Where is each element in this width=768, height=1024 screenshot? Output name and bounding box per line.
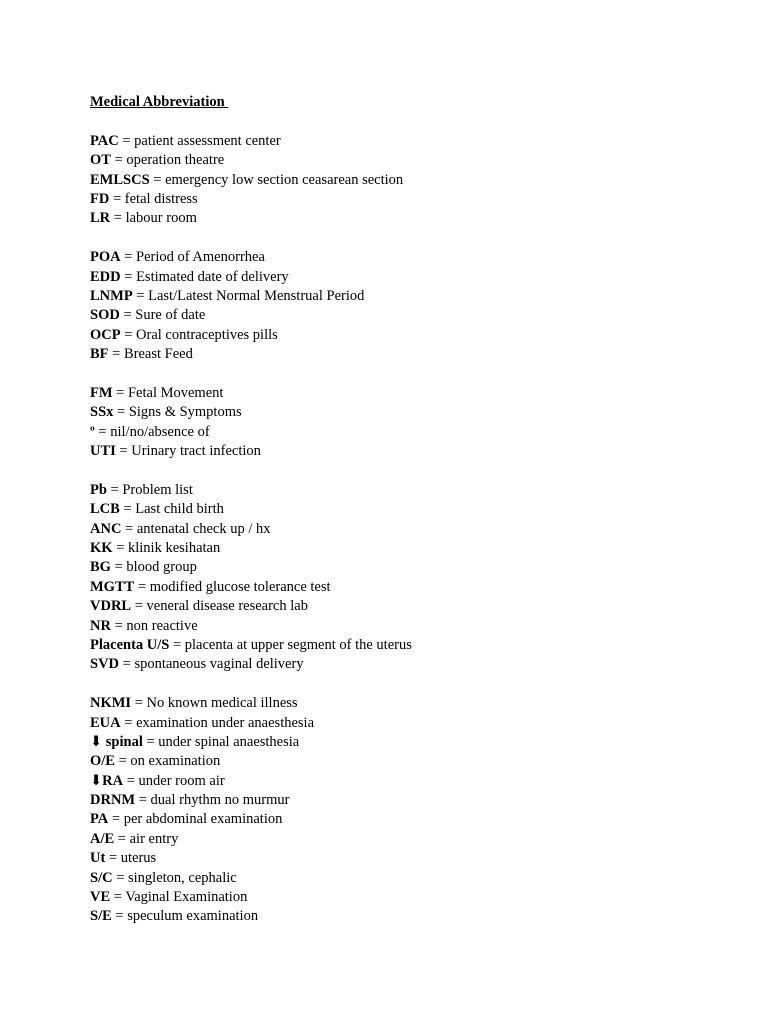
abbreviation-entry [90,500,730,519]
abbreviation-term: VE [90,889,111,906]
equals-separator: = [110,617,127,634]
equals-separator: = [94,423,111,440]
abbreviation-definition: Oral contraceptives pills [136,326,278,343]
abbreviation-entry [90,306,730,325]
abbreviation-entry [90,481,730,500]
abbreviation-entry [90,326,730,345]
abbreviation-term: EDD [90,268,121,285]
abbreviation-definition: operation theatre [126,152,225,169]
abbreviation-entry [90,869,730,888]
equals-separator: = [118,132,135,149]
abbreviation-term: º [90,423,95,440]
abbreviation-definition: Signs & Symptoms [128,404,242,421]
abbreviation-definition: veneral disease research lab [146,598,308,615]
equals-separator: = [112,539,128,556]
equals-separator: = [115,443,132,460]
abbreviation-definition: dual rhythm no murmur [150,792,290,809]
abbreviation-entry [90,132,730,151]
equals-separator: = [142,733,159,750]
abbreviation-term: EUA [90,714,121,731]
equals-separator: = [113,404,129,421]
abbreviation-term: NKMI [90,695,132,712]
abbreviation-entry [90,384,730,403]
equals-separator: = [106,481,123,498]
document-title: Medical Abbreviation [90,94,229,110]
abbreviation-definition: air entry [129,830,179,847]
abbreviation-term: ⬇RA [90,772,124,789]
abbreviation-term: LNMP [90,287,133,304]
equals-separator: = [131,598,147,615]
equals-separator: = [134,578,150,595]
abbreviation-entry [90,752,730,771]
abbreviation-definition: Last child birth [135,501,224,518]
abbreviation-entry [90,558,730,577]
abbreviation-entry [90,520,730,539]
equals-separator: = [149,171,166,188]
abbreviation-entry [90,617,730,636]
abbreviation-term: S/C [90,869,113,886]
abbreviation-definition: Sure of date [135,307,206,324]
equals-separator: = [105,850,121,867]
equals-separator: = [119,656,135,673]
abbreviation-entry [90,190,730,209]
abbreviation-term: SVD [90,656,120,673]
abbreviation-term: DRNM [90,792,136,809]
abbreviation-entry [90,442,730,461]
abbreviation-definition: Breast Feed [123,346,193,363]
abbreviation-term: ANC [90,520,122,537]
abbreviation-entry [90,423,730,442]
equals-separator: = [120,714,137,731]
abbreviation-term: NR [90,617,111,634]
abbreviation-group [90,384,730,462]
abbreviation-definition: per abdominal examination [123,811,283,828]
abbreviation-definition: examination under anaesthesia [136,714,315,731]
abbreviation-group [90,481,730,675]
abbreviation-entry [90,830,730,849]
equals-separator: = [108,811,124,828]
abbreviation-entry [90,772,730,791]
abbreviation-group [90,248,730,364]
abbreviation-term: A/E [90,830,115,847]
abbreviation-entry [90,287,730,306]
abbreviation-definition: nil/no/absence of [110,423,210,440]
abbreviation-term: UTI [90,443,116,460]
abbreviation-term: BG [90,559,111,576]
abbreviation-entry [90,268,730,287]
abbreviation-term: KK [90,539,113,556]
equals-separator: = [114,753,131,770]
abbreviation-entry [90,597,730,616]
abbreviation-entry [90,345,730,364]
abbreviation-definition: Last/Latest Normal Menstrual Period [148,287,365,304]
abbreviation-definition: klinik kesihatan [128,539,221,556]
abbreviation-entry [90,578,730,597]
abbreviation-entry [90,171,730,190]
abbreviation-term: SOD [90,307,120,324]
abbreviation-term: PAC [90,132,119,149]
abbreviation-term: BF [90,346,109,363]
abbreviation-term: Placenta U/S [90,636,170,653]
abbreviation-definition: under room air [138,772,225,789]
abbreviation-definition: Vaginal Examination [125,889,248,906]
abbreviation-entry [90,733,730,752]
abbreviation-definition: non reactive [126,617,198,634]
equals-separator: = [111,908,128,925]
equals-separator: = [120,249,137,266]
equals-separator: = [169,636,185,653]
equals-separator: = [119,501,136,518]
abbreviation-entry [90,151,730,170]
document-page [90,93,730,927]
equals-separator: = [119,307,136,324]
equals-separator: = [110,889,126,906]
abbreviation-term: ⬇ spinal [90,733,143,750]
equals-separator: = [110,559,127,576]
blank-line [90,112,730,131]
abbreviation-definition: labour room [125,210,197,227]
equals-separator: = [135,792,151,809]
abbreviation-entry [90,810,730,829]
abbreviation-term: OT [90,152,111,169]
equals-separator: = [121,520,137,537]
abbreviation-definition: fetal distress [124,190,198,207]
abbreviation-definition: placenta at upper segment of the uterus [184,636,412,653]
equals-separator: = [114,830,130,847]
abbreviation-definition: antenatal check up / hx [136,520,271,537]
abbreviation-group [90,694,730,927]
abbreviation-term: S/E [90,908,112,925]
blank-line [90,229,730,248]
abbreviation-definition: Fetal Movement [127,384,224,401]
equals-separator: = [112,384,128,401]
abbreviation-term: Pb [90,481,107,498]
abbreviation-entry [90,791,730,810]
abbreviation-term: MGTT [90,578,135,595]
abbreviation-definition: uterus [120,850,157,867]
abbreviation-definition: Period of Amenorrhea [136,249,265,266]
abbreviation-definition: Problem list [122,481,193,498]
abbreviation-term: LCB [90,501,120,518]
equals-separator: = [109,190,125,207]
abbreviation-term: VDRL [90,598,132,615]
equals-separator: = [132,287,149,304]
abbreviation-entry [90,636,730,655]
abbreviation-term: EMLSCS [90,171,150,188]
equals-separator: = [120,268,137,285]
abbreviation-term: PA [90,811,109,828]
abbreviation-entry [90,655,730,674]
abbreviation-definition: under spinal anaesthesia [158,733,300,750]
abbreviation-entry [90,849,730,868]
abbreviation-definition: singleton, cephalic [128,869,237,886]
abbreviation-definition: emergency low section ceasarean section [165,171,404,188]
equals-separator: = [120,326,137,343]
blank-line [90,364,730,383]
abbreviation-list [90,132,730,927]
abbreviation-term: OCP [90,326,121,343]
abbreviation-term: SSx [90,404,114,421]
abbreviation-definition: modified glucose tolerance test [149,578,331,595]
abbreviation-definition: blood group [126,559,197,576]
blank-line [90,675,730,694]
abbreviation-definition: spontaneous vaginal delivery [134,656,304,673]
abbreviation-entry [90,888,730,907]
abbreviation-definition: patient assessment center [134,132,281,149]
equals-separator: = [110,152,127,169]
abbreviation-definition: speculum examination [127,908,259,925]
equals-separator: = [108,346,124,363]
abbreviation-entry [90,209,730,228]
abbreviation-entry [90,403,730,422]
abbreviation-term: FM [90,384,113,401]
blank-line [90,461,730,480]
abbreviation-term: Ut [90,850,106,867]
equals-separator: = [112,869,129,886]
equals-separator: = [131,695,147,712]
abbreviation-definition: on examination [130,753,221,770]
abbreviation-definition: No known medical illness [146,695,298,712]
equals-separator: = [123,772,139,789]
abbreviation-entry [90,714,730,733]
equals-separator: = [110,210,126,227]
abbreviation-definition: Urinary tract infection [131,443,261,460]
abbreviation-group [90,132,730,229]
abbreviation-term: FD [90,190,110,207]
abbreviation-entry [90,539,730,558]
abbreviation-definition: Estimated date of delivery [136,268,289,285]
abbreviation-entry [90,907,730,926]
abbreviation-term: O/E [90,753,115,770]
abbreviation-entry [90,694,730,713]
abbreviation-entry [90,248,730,267]
abbreviation-term: POA [90,249,121,266]
abbreviation-term: LR [90,210,111,227]
